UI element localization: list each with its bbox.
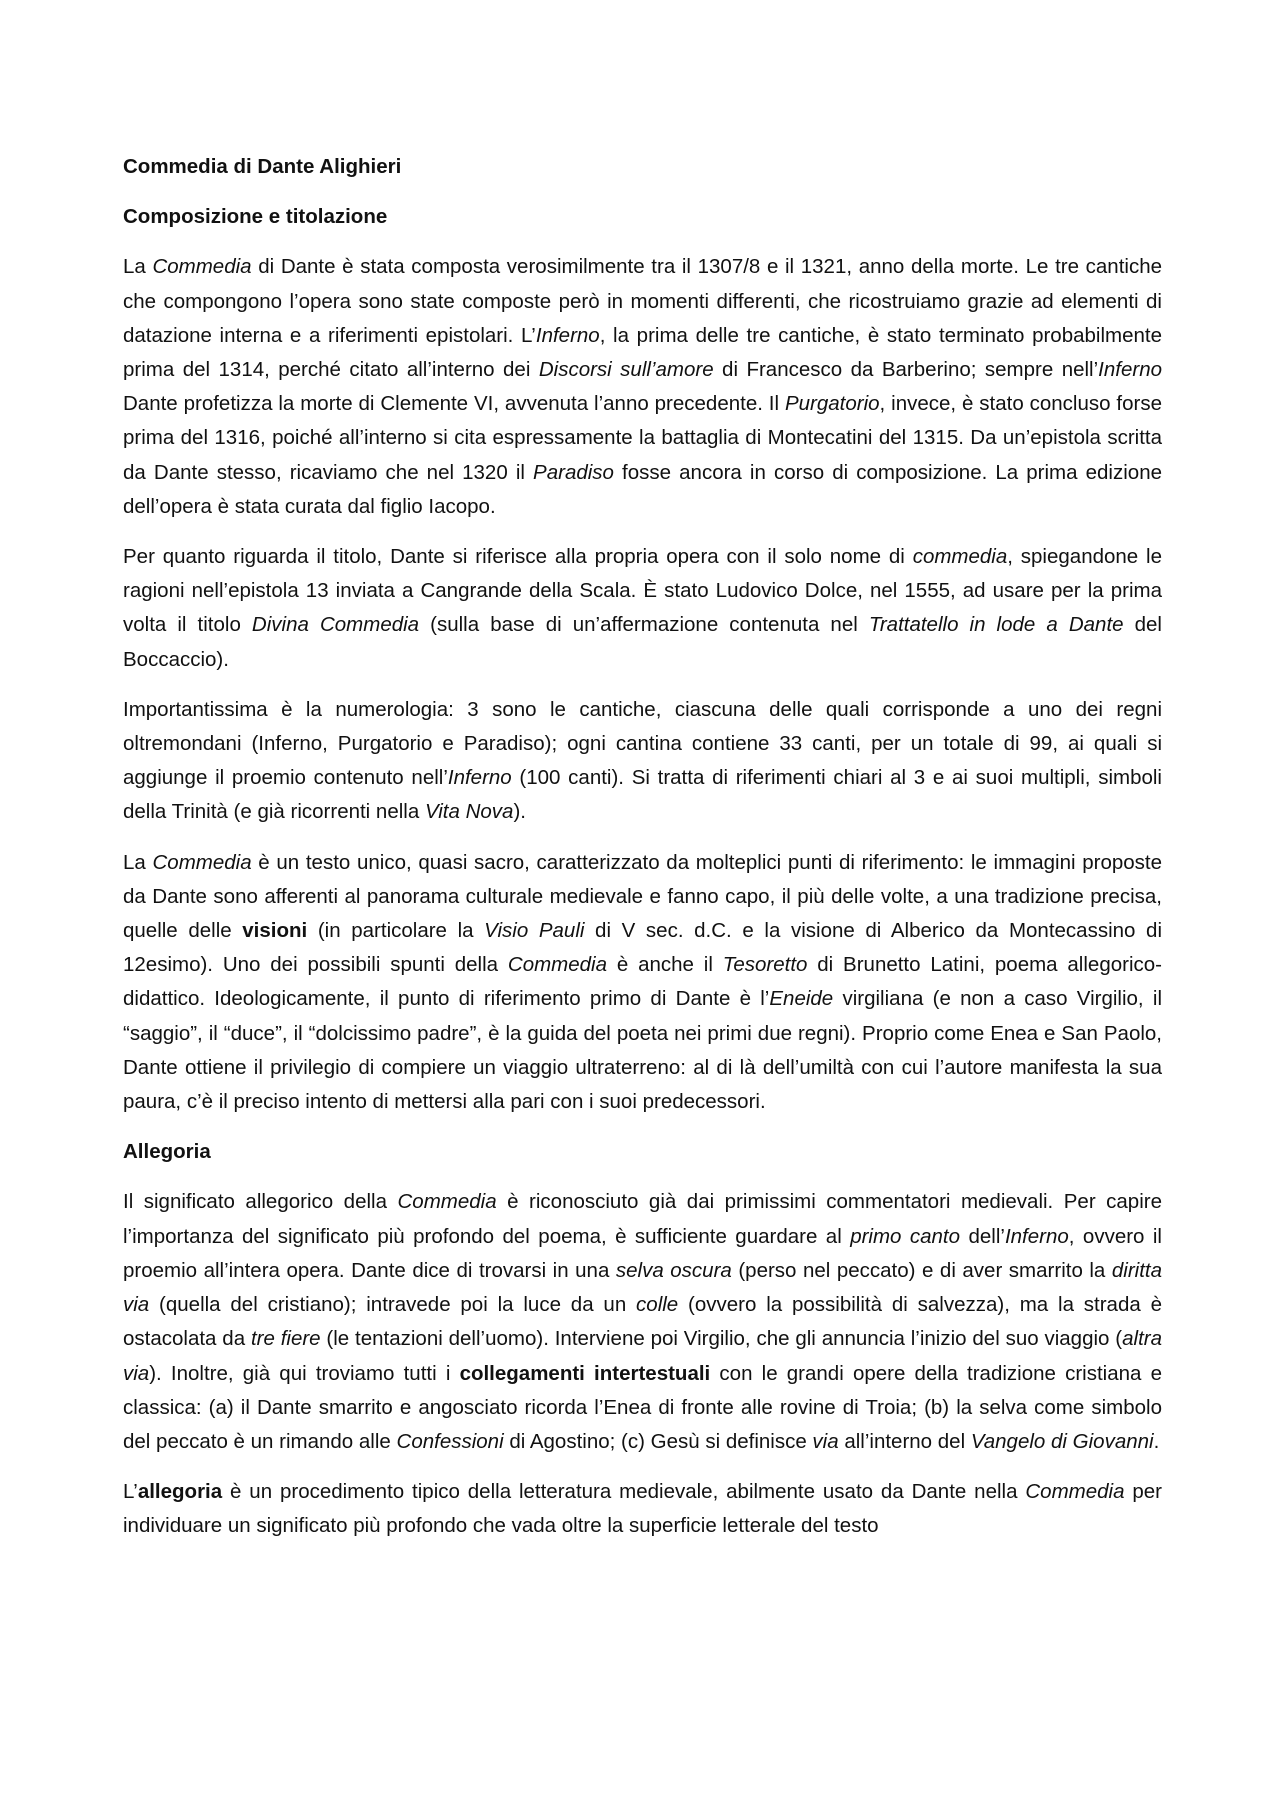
- text-run: (ovvero la possibilità di salvezza), ma la strada è ostacolata da: [123, 1293, 1162, 1351]
- text-run: .: [1153, 1429, 1160, 1453]
- text-run: è anche il: [607, 953, 723, 977]
- text-run: è un testo unico, quasi sacro, caratterizzato da molteplici punti di riferimento: le immagini proposte da Dante sono afferenti al panorama culturale medievale e fanno capo, il più delle volte, a una tradizione precisa, quelle delle: [123, 850, 1162, 943]
- document-page: [123, 150, 1162, 1560]
- text-run: , invece, è stato concluso forse prima del 1316, poiché all’interno si cita espressamente la battaglia di Montecatini del 1315. Da un’epistola scritta da Dante stesso, ricaviamo che nel 1320 il: [123, 392, 1162, 484]
- italic-text: Confessioni: [396, 1429, 504, 1453]
- text-run: (100 canti). Si tratta di riferimenti chiari al 3 e ai suoi multipli, simboli della Trinità (e già ricorrenti nella: [123, 766, 1162, 824]
- italic-text: primo canto: [850, 1224, 961, 1248]
- italic-text: Paradiso: [533, 460, 614, 484]
- text-run: ). Inoltre, già qui troviamo tutti i: [149, 1361, 460, 1385]
- italic-text: Eneide: [769, 987, 834, 1011]
- paragraph: [123, 1185, 1162, 1459]
- italic-text: Trattatello in lode a Dante: [868, 613, 1124, 637]
- text-run: Importantissima è la numerologia: 3 sono le cantiche, ciascuna delle quali corrisponde a uno dei regni oltremondani (Inferno, Purgatorio e Paradiso); ogni cantina contiene 33 canti, per un totale di 99, ai quali si aggiunge il proemio contenuto nell’: [123, 697, 1162, 790]
- text-run: (sulla base di un’affermazione contenuta nel: [419, 613, 869, 637]
- italic-text: Vita Nova: [424, 800, 514, 824]
- text-run: , spiegandone le ragioni nell’epistola 13 inviata a Cangrande della Scala. È stato Ludovico Dolce, nel 1555, ad usare per la prima volta il titolo: [123, 545, 1162, 637]
- section-heading: Allegoria: [123, 1140, 211, 1164]
- text-run: all’interno del: [838, 1429, 971, 1453]
- text-run: è riconosciuto già dai primissimi commentatori medievali. Per capire l’importanza del significato più profondo del poema, è sufficiente guardare al: [123, 1190, 1162, 1248]
- italic-text: Visio Pauli: [484, 919, 585, 943]
- italic-text: Commedia: [397, 1190, 497, 1214]
- document-title: Commedia di Dante Alighieri: [123, 155, 402, 178]
- italic-text: Commedia: [507, 953, 608, 977]
- paragraph: [123, 1475, 1162, 1543]
- italic-text: colle: [636, 1293, 679, 1317]
- text-run: di Francesco da Barberino; sempre nell’: [713, 358, 1099, 382]
- text-run: virgiliana (e non a caso Virgilio, il “saggio”, il “duce”, il “dolcissimo padre”, è la guida del poeta nei primi due regni). Proprio come Enea e San Paolo, Dante ottiene il privilegio di compiere un viaggio ultraterreno: al di là dell’umiltà con cui l’autore manifesta la sua paura, c’è il preciso intento di mettersi alla pari con i suoi predecessori.: [123, 987, 1162, 1114]
- text-run: è un procedimento tipico della letteratura medievale, abilmente usato da Dante nella: [222, 1480, 1026, 1504]
- italic-text: commedia: [912, 545, 1008, 569]
- text-run: (quella del cristiano); intravede poi la luce da un: [149, 1293, 637, 1317]
- italic-text: tre fiere: [250, 1327, 321, 1351]
- paragraph: [123, 846, 1162, 1120]
- text-run: fosse ancora in corso di composizione. La prima edizione dell’opera è stata curata dal figlio Iacopo.: [123, 460, 1162, 518]
- italic-text: selva oscura: [615, 1258, 732, 1282]
- italic-text: Inferno: [1004, 1224, 1069, 1248]
- paragraph: [123, 540, 1162, 677]
- italic-text: Discorsi sull’amore: [538, 358, 714, 382]
- text-run: di Agostino; (c) Gesù si definisce: [503, 1429, 813, 1453]
- italic-text: diritta via: [123, 1258, 1162, 1317]
- italic-text: Commedia: [1025, 1480, 1125, 1504]
- bold-text: collegamenti intertestuali: [459, 1361, 711, 1385]
- italic-text: Inferno: [447, 766, 512, 790]
- bold-text: allegoria: [137, 1480, 223, 1504]
- italic-text: Inferno: [1098, 358, 1162, 382]
- text-run: La: [123, 850, 153, 874]
- text-run: di V sec. d.C. e la visione di Alberico da Montecassino di 12esimo). Uno dei possibili spunti della: [123, 919, 1163, 977]
- text-run: (le tentazioni dell’uomo). Interviene poi Virgilio, che gli annuncia l’inizio del suo viaggio (: [320, 1327, 1123, 1351]
- italic-text: Purgatorio: [784, 392, 880, 416]
- italic-text: altra via: [123, 1327, 1162, 1385]
- text-run: Per quanto riguarda il titolo, Dante si riferisce alla propria opera con il solo nome di: [123, 545, 913, 569]
- text-run: (perso nel peccato) e di aver smarrito la: [731, 1258, 1112, 1282]
- text-run: di Dante è stata composta verosimilmente tra il 1307/8 e il 1321, anno della morte. Le tre cantiche che compongono l’opera sono state composte però in momenti differenti, che ricostruiamo grazie ad elementi di datazione interna e a riferimenti epistolari. L’: [123, 255, 1162, 347]
- text-run: di Brunetto Latini, poema allegorico-didattico. Ideologicamente, il punto di riferimento primo di Dante è l’: [123, 953, 1162, 1011]
- text-run: del Boccaccio).: [123, 613, 1162, 671]
- text-run: per individuare un significato più profondo che vada oltre la superficie letterale del testo: [123, 1480, 1163, 1538]
- italic-text: Inferno: [535, 323, 600, 347]
- document-body: [123, 200, 1162, 1543]
- text-run: (in particolare la: [307, 919, 485, 943]
- text-run: , la prima delle tre cantiche, è stato terminato probabilmente prima del 1314, perché citato all’interno dei: [123, 323, 1162, 382]
- text-run: ).: [513, 800, 526, 824]
- text-run: , ovvero il proemio all’intera opera. Dante dice di trovarsi in una: [123, 1224, 1162, 1282]
- section-heading: Composizione e titolazione: [123, 205, 388, 229]
- italic-text: Commedia: [152, 255, 252, 279]
- italic-text: via: [812, 1429, 839, 1453]
- paragraph: [123, 250, 1162, 524]
- paragraph: [123, 693, 1162, 830]
- text-run: Dante profetizza la morte di Clemente VI, avvenuta l’anno precedente. Il: [123, 392, 785, 416]
- italic-text: Divina Commedia: [251, 613, 420, 637]
- text-run: con le grandi opere della tradizione cristiana e classica: (a) il Dante smarrito e angosciato ricorda l’Enea di fronte alle rovine di Troia; (b) la selva come simbolo del peccato è un rimando alle: [123, 1361, 1163, 1453]
- text-run: La: [123, 255, 153, 279]
- text-run: L’: [123, 1480, 138, 1504]
- italic-text: Tesoretto: [722, 953, 808, 977]
- text-run: Il significato allegorico della: [123, 1190, 398, 1214]
- italic-text: Vangelo di Giovanni: [970, 1429, 1154, 1453]
- bold-text: visioni: [242, 919, 308, 943]
- italic-text: Commedia: [152, 850, 252, 874]
- text-run: dell’: [960, 1224, 1005, 1248]
